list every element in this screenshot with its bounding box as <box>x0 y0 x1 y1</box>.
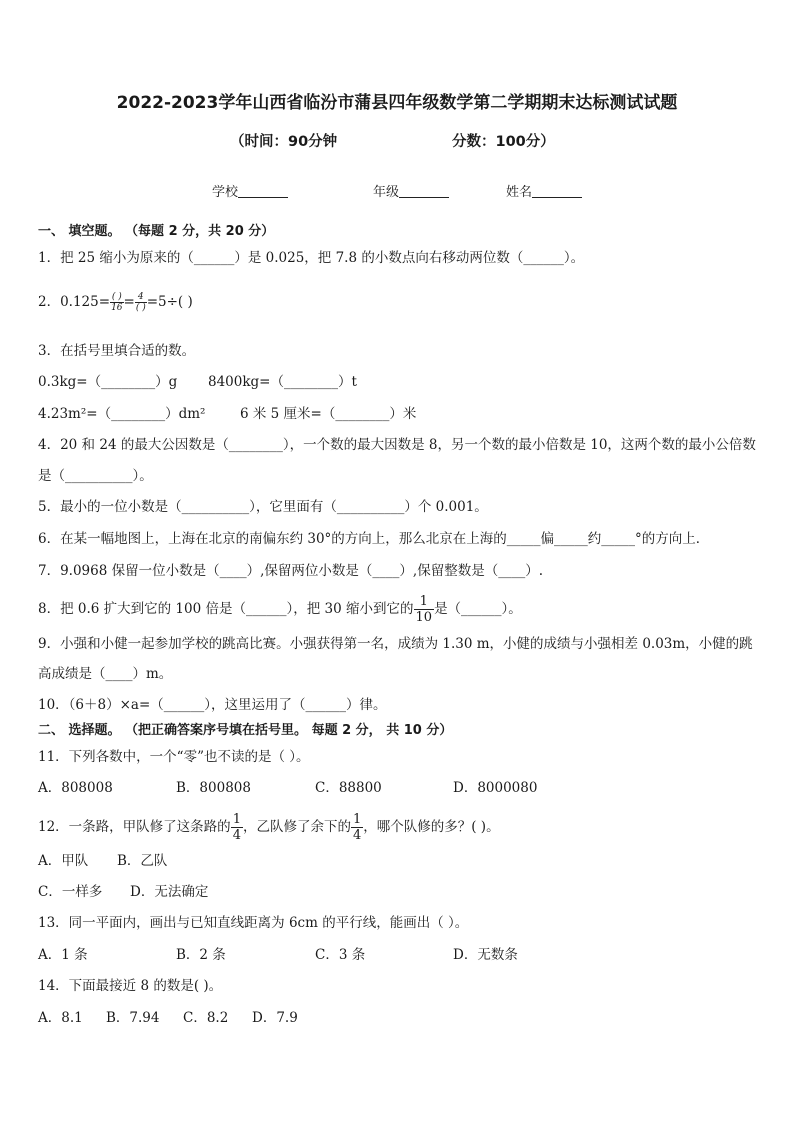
q13-option-c: C．3 条 <box>315 947 366 963</box>
question-3b: 8400kg=（________）t <box>208 374 357 390</box>
q2-fraction-2 <box>135 292 147 313</box>
q13-option-a: A．1 条 <box>38 947 88 963</box>
q12-fraction-1 <box>231 812 243 843</box>
question-1: 1．把 25 缩小为原来的（______）是 0.025，把 7.8 的小数点向右移动两位数（______）。 <box>38 250 585 266</box>
q11-option-a: A．808008 <box>38 780 113 796</box>
q11-option-d: D．8000080 <box>453 780 538 796</box>
question-3d: 6 米 5 厘米=（________）米 <box>240 406 417 422</box>
q12-option-d: D．无法确定 <box>130 884 209 900</box>
question-9-line-2: 高成绩是（____）m。 <box>38 666 173 682</box>
q8-f-num: 1 <box>414 594 435 610</box>
q12-mid: ，乙队修了余下的 <box>242 819 351 835</box>
question-4-line-2: 是（__________）。 <box>38 468 153 484</box>
q12-f2-den: 4 <box>352 828 362 843</box>
q14-option-d: D．7.9 <box>252 1010 298 1026</box>
name-field <box>506 181 582 200</box>
q11-option-c: C．88800 <box>315 780 382 796</box>
question-14: 14．下面最接近 8 的数是( )。 <box>38 978 223 994</box>
q2-suffix: =5÷( ) <box>146 294 193 310</box>
school-label: 学校 <box>212 185 239 200</box>
q12-f1-num: 1 <box>232 812 241 827</box>
grade-label: 年级 <box>373 185 400 200</box>
q2-eq: = <box>123 294 135 310</box>
q14-option-b: B．7.94 <box>106 1010 160 1026</box>
section-2-heading: 二、 选择题。 （把正确答案序号填在括号里。 每题 2 分， 共 10 分） <box>38 723 453 738</box>
q13-option-d: D．无数条 <box>453 947 518 963</box>
q12-prefix: 12．一条路，甲队修了这条路的 <box>38 819 231 835</box>
question-12 <box>38 812 758 843</box>
q2-prefix: 2．0.125= <box>38 294 111 310</box>
question-3a: 0.3kg=（________）g <box>38 374 178 390</box>
name-label: 姓名 <box>506 185 533 200</box>
time-label: （时间：90分钟 <box>230 134 338 150</box>
q12-suffix: ，哪个队修的多？( )。 <box>363 819 500 835</box>
question-4-line-1: 4．20 和 24 的最大公因数是（________），一个数的最大因数是 8，另一个数的最小倍数是 10，这两个数的最小公倍数 <box>38 437 756 453</box>
q11-option-b: B．800808 <box>176 780 251 796</box>
question-10: 10．（6＋8）×a=（______），这里运用了（______）律。 <box>38 697 387 713</box>
page-title: 2022-2023学年山西省临汾市蒲县四年级数学第二学期期末达标测试试题 <box>116 93 678 113</box>
question-3c: 4.23m²=（________）dm² <box>38 406 206 422</box>
q14-option-c: C．8.2 <box>183 1010 229 1026</box>
question-2 <box>38 292 758 313</box>
q12-fraction-2 <box>351 812 363 843</box>
question-13: 13．同一平面内，画出与已知直线距离为 6cm 的平行线，能画出（ ）。 <box>38 915 469 931</box>
grade-field <box>373 181 449 200</box>
question-3: 3．在括号里填合适的数。 <box>38 343 196 359</box>
q2-f1-num: ( ) <box>111 292 122 302</box>
score-label: 分数：100分） <box>452 134 555 150</box>
question-8 <box>38 594 758 625</box>
q12-option-c: C．一样多 <box>38 884 103 900</box>
q12-f1-den: 4 <box>232 828 241 843</box>
name-blank[interactable] <box>532 183 582 198</box>
q2-f2-num: 4 <box>135 292 147 303</box>
grade-blank[interactable] <box>399 183 449 198</box>
q2-f2-den: ( ) <box>135 303 146 313</box>
question-9-line-1: 9．小强和小健一起参加学校的跳高比赛。小强获得第一名，成绩为 1.30 m，小健的成绩与小强相差 0.03m，小健的跳 <box>38 636 753 652</box>
q8-fraction <box>414 594 435 625</box>
section-1-heading: 一、 填空题。 （每题 2 分，共 20 分） <box>38 224 275 239</box>
q14-option-a: A．8.1 <box>38 1010 83 1026</box>
q12-option-b: B．乙队 <box>117 853 168 869</box>
q13-option-b: B．2 条 <box>176 947 226 963</box>
question-11: 11．下列各数中，一个“零”也不读的是（ ）。 <box>38 749 310 765</box>
q2-fraction-1 <box>110 292 123 313</box>
q12-f2-num: 1 <box>352 812 362 827</box>
q8-prefix: 8．把 0.6 扩大到它的 100 倍是（______），把 30 缩小到它的 <box>38 601 414 617</box>
school-field <box>212 181 288 200</box>
question-6: 6．在某一幅地图上，上海在北京的南偏东约 30°的方向上，那么北京在上海的_____偏_____约_____°的方向上． <box>38 531 710 547</box>
question-7: 7．9.0968 保留一位小数是（____）,保留两位小数是（____）,保留整数是（____）. <box>38 563 543 579</box>
q12-option-a: A．甲队 <box>38 853 89 869</box>
q2-f1-den: 16 <box>111 303 123 313</box>
q8-suffix: 是（______）。 <box>434 601 522 617</box>
question-5: 5．最小的一位小数是（__________），它里面有（__________）个 0.001。 <box>38 499 488 515</box>
q8-f-den: 10 <box>415 610 433 625</box>
school-blank[interactable] <box>238 183 288 198</box>
